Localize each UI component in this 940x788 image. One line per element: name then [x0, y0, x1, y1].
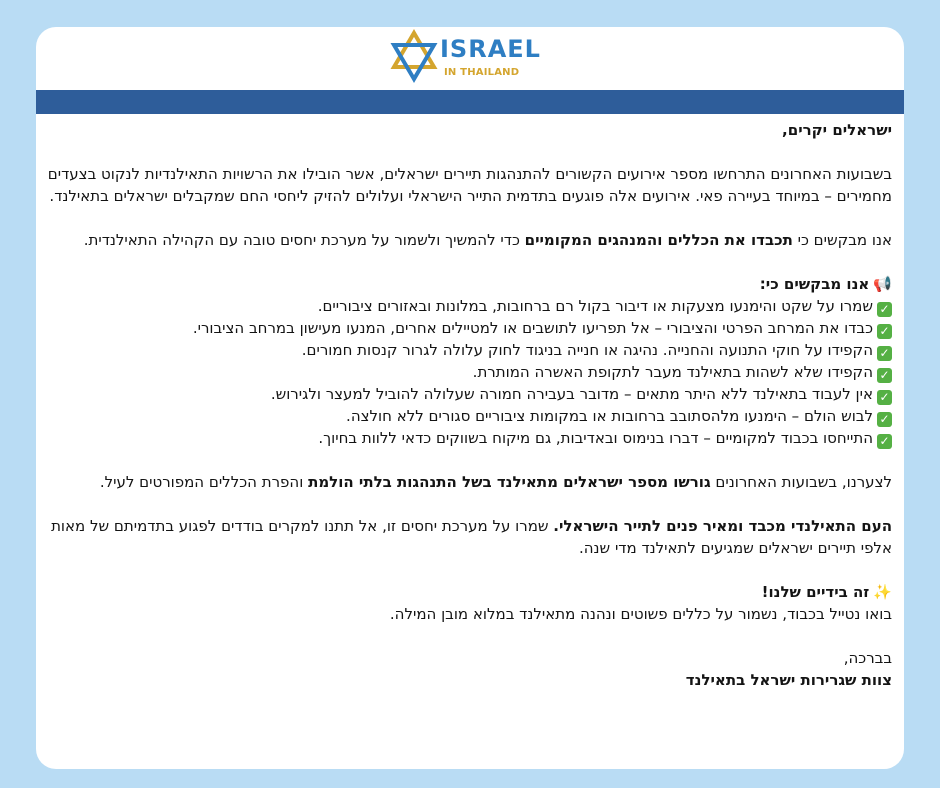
check-icon: ✓ — [877, 302, 892, 317]
check-icon: ✓ — [877, 346, 892, 361]
rule-text: שמרו על שקט והימנעו מצעקות או דיבור בקול רם ברחובות, במלונות ובאזורים ציבוריים. — [317, 297, 873, 315]
list-item — [36, 339, 892, 361]
check-icon: ✓ — [877, 412, 892, 427]
greeting: ישראלים יקרים, — [782, 121, 892, 139]
hands-heading — [36, 581, 892, 603]
rule-text: לבוש הולם – הימנעו מלהסתובב ברחובות או במקומות ציבוריים סגורים ללא חולצה. — [346, 407, 873, 425]
list-item — [36, 295, 892, 317]
header-band — [36, 90, 904, 114]
rule-text: הקפידו על חוקי התנועה והחנייה. נהיגה או חנייה בניגוד לחוק עלולה לגרור קנסות חמורים. — [301, 341, 873, 359]
check-icon: ✓ — [877, 368, 892, 383]
check-icon: ✓ — [877, 324, 892, 339]
people-emphasis: העם התאילנדי מכבד ומאיר פנים לתייר הישראלי. — [553, 517, 892, 535]
logo-wordmark: ISRAEL — [440, 35, 541, 63]
list-item — [36, 361, 892, 383]
letter-body — [36, 119, 892, 691]
rules-list — [36, 295, 892, 449]
rule-text: התייחסו בכבוד למקומיים – דברו בנימוס ובאדיבות, גם מיקוח בשווקים כדאי ללוות בחיוך. — [318, 429, 873, 447]
megaphone-icon: 📢 — [873, 275, 892, 293]
logo-subtitle: IN THAILAND — [444, 67, 520, 78]
request-emphasis: תכבדו את הכללים והמנהגים המקומיים — [524, 231, 793, 249]
list-item — [36, 317, 892, 339]
sparkles-icon: ✨ — [873, 583, 892, 601]
regret-paragraph — [36, 471, 892, 493]
closing-line: בואו נטייל בכבוד, נשמור על כללים פשוטים ונהנה מתאילנד במלוא מובן המילה. — [389, 605, 892, 623]
regret-text: לצערנו, בשבועות האחרונים — [710, 473, 892, 491]
regret-emphasis: גורשו מספר ישראלים מתאילנד בשל התנהגות בלתי הולמת — [308, 473, 711, 491]
rule-text: כבדו את המרחב הפרטי והציבורי – אל תפריעו לתושבים או למטיילים אחרים, המנעו מעישון במרחב הציבורי. — [192, 319, 873, 337]
rule-text: הקפידו שלא לשהות בתאילנד מעבר לתקופת האשרה המותרת. — [472, 363, 873, 381]
list-item — [36, 427, 892, 449]
announcement-card — [36, 27, 904, 769]
people-paragraph — [36, 515, 892, 559]
signature: צוות שגרירות ישראל בתאילנד — [685, 671, 892, 689]
check-icon: ✓ — [877, 390, 892, 405]
ask-heading — [36, 273, 892, 295]
star-of-david-icon — [388, 27, 440, 89]
rule-text: אין לעבוד בתאילנד ללא היתר מתאים – מדובר בעבירה חמורה שעלולה להוביל למעצר ולגירוש. — [270, 385, 873, 403]
regret-text-end: והפרת הכללים המפורטים לעיל. — [99, 473, 309, 491]
request-text-end: כדי להמשיך ולשמור על מערכת יחסים טובה עם הקהילה התאילנדית. — [83, 231, 525, 249]
list-item — [36, 383, 892, 405]
request-text: אנו מבקשים כי — [792, 231, 892, 249]
signoff: בברכה, — [843, 649, 892, 667]
list-item — [36, 405, 892, 427]
people-text: שמרו על מערכת יחסים זו, אל תתנו למקרים בודדים לפגוע בתדמיתם של מאות אלפי תיירים ישראלים שמגיעים לתאילנד מדי שנה. — [51, 517, 892, 557]
israel-in-thailand-logo — [388, 27, 558, 89]
ask-heading-text: אנו מבקשים כי: — [759, 275, 870, 293]
intro-paragraph: בשבועות האחרונים התרחשו מספר אירועים הקשורים להתנהגות תיירים ישראלים, אשר הובילו את הרשויות התאילנדיות לנקוט בצעדים מחמירים – במיוחד בעיירה פאי. אירועים אלה פוגעים בתדמית התייר הישראלי ועלולים להזיק ליחסי החם שמקבלים ישראלים בתאילנד. — [47, 165, 892, 205]
hands-heading-text: זה בידיים שלנו! — [761, 583, 870, 601]
request-paragraph — [36, 229, 892, 251]
check-icon: ✓ — [877, 434, 892, 449]
